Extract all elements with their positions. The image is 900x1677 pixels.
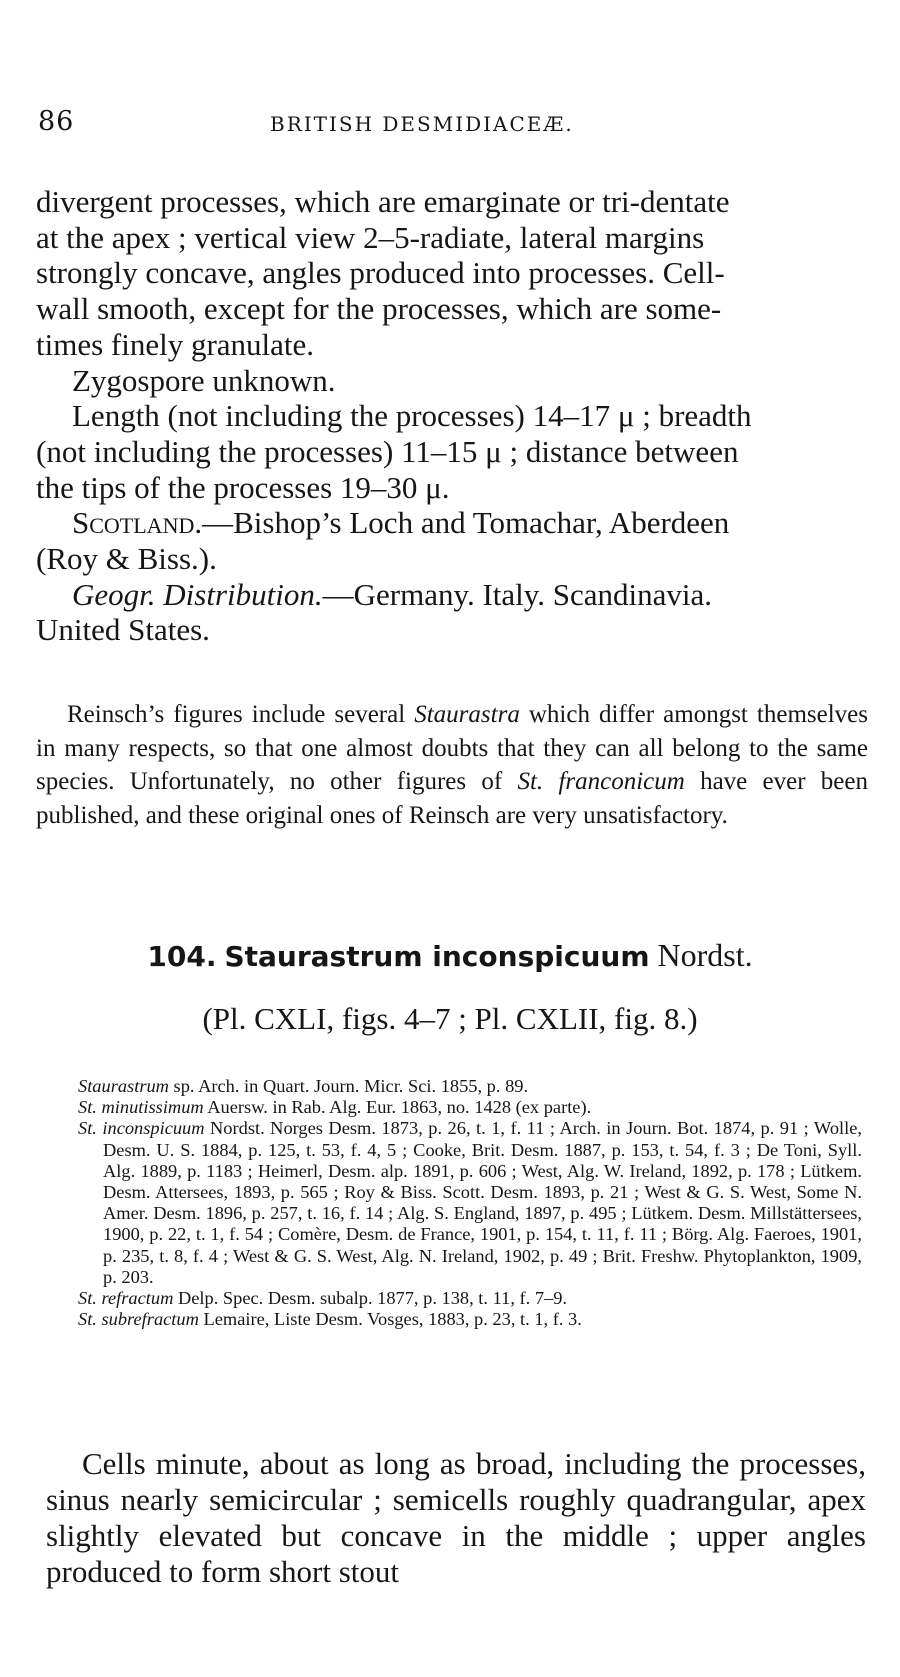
synonym-name: St. refractum bbox=[78, 1288, 174, 1309]
synonym-name: St. subrefractum bbox=[78, 1309, 199, 1330]
plate-references: (Pl. CXLI, figs. 4–7 ; Pl. CXLII, fig. 8.) bbox=[202, 1001, 698, 1036]
text-line: at the apex ; vertical view 2–5-radiate, lateral margins bbox=[36, 219, 705, 255]
scotland-localities: —Bishop’s Loch and Tomachar, Aberdeen bbox=[202, 505, 730, 541]
synonymy-list bbox=[78, 1076, 862, 1330]
remark-text bbox=[36, 698, 868, 832]
synonym-reference: Lemaire, Liste Desm. Vosges, 1883, p. 23, t. 1, f. 3. bbox=[198, 1309, 582, 1330]
synonym-name: St. inconspicuum bbox=[78, 1118, 205, 1139]
text-line: divergent processes, which are emarginate or tri-dentate bbox=[36, 184, 730, 219]
species-number: 104. bbox=[147, 940, 217, 973]
scotland-distribution bbox=[36, 505, 868, 541]
measurements-line: the tips of the processes 19–30 μ. bbox=[36, 469, 450, 505]
synonymy-entry bbox=[78, 1097, 862, 1118]
remark-italic-taxon: St. franconicum bbox=[517, 768, 685, 795]
measurements-line: Length (not including the processes) 14–17 μ ; breadth bbox=[72, 398, 752, 434]
species-description: Cells minute, about as long as broad, including the processes, sinus nearly semicircular ; semicells roughly quadrangular, apex slightly elevated but concave in the middle ; upper angles produced to form short stout bbox=[46, 1446, 866, 1589]
text-line: strongly concave, angles produced into processes. Cell- bbox=[36, 255, 725, 291]
synonymy-entry bbox=[78, 1118, 862, 1288]
geogr-label: Geogr. Distribution. bbox=[72, 576, 323, 612]
remark-paragraph bbox=[36, 698, 868, 832]
remark-text-part: have ever been published, and these original ones of Reinsch are very unsatisfactory. bbox=[36, 768, 868, 829]
measurements-line: (not including the processes) 11–15 μ ; distance between bbox=[36, 433, 739, 469]
synonymy-entry bbox=[78, 1309, 862, 1330]
geographic-distribution bbox=[36, 577, 868, 613]
geogr-countries-continued: United States. bbox=[36, 612, 210, 648]
synonym-reference: sp. Arch. in Quart. Journ. Micr. Sci. 1855, p. 89. bbox=[168, 1076, 529, 1096]
synonym-reference: Nordst. Norges Desm. 1873, p. 26, t. 1, f. 11 ; Arch. in Journ. Bot. 1874, p. 91 ; Wolle, Desm. U. S. 1884, p. 125, t. 53, f. 4, 5 ; Cooke, Brit. Desm. 1887, p. 153, t. 54, f. 3 ; De Toni, Syll. Alg. 1889, p. 1183 ; Heimerl, Desm. alp. 1891, p. 606 ; West, Alg. W. Ireland, 1892, p. 178 ; Lütkem. Desm. Attersees, 1893, p. 565 ; Roy & Biss. Scott. Desm. 1893, p. 21 ; West & G. S. West, Some N. Amer. Desm. 1896, p. 257, t. 16, f. 14 ; Alg. S. England, 1897, p. 495 ; Lütkem. Desm. Millstättersees, 1900, p. 22, t. 1, f. 54 ; Comère, Desm. de France, 1901, p. 154, t. 11, f. 11 ; Börg. Alg. Faeroes, 1901, p. 235, t. 8, f. 4 ; West & G. S. West, Alg. N. Ireland, 1902, p. 49 ; Brit. Freshw. Phytoplankton, 1909, p. 203. bbox=[103, 1118, 862, 1287]
synonym-reference: Auersw. in Rab. Alg. Eur. 1863, no. 1428 (ex parte). bbox=[203, 1097, 592, 1118]
species-author: Nordst. bbox=[657, 937, 753, 973]
text-line: wall smooth, except for the processes, which are some- bbox=[36, 291, 722, 327]
remark-text-part: Reinsch’s figures include several bbox=[67, 701, 415, 728]
synonym-reference: Delp. Spec. Desm. subalp. 1877, p. 138, t. 11, f. 7–9. bbox=[173, 1288, 568, 1309]
running-head bbox=[38, 106, 858, 142]
synonymy-entry bbox=[78, 1076, 862, 1097]
zygospore-statement: Zygospore unknown. bbox=[72, 362, 336, 398]
synonymy-entry bbox=[78, 1288, 862, 1309]
species-name: Staurastrum inconspicuum bbox=[224, 940, 650, 973]
continued-description bbox=[36, 184, 868, 648]
scotland-label: Scotland. bbox=[72, 505, 203, 541]
synonym-name: St. minutissimum bbox=[78, 1097, 204, 1118]
text-line: times finely granulate. bbox=[36, 326, 315, 362]
geogr-countries: —Germany. Italy. Scandinavia. bbox=[322, 576, 712, 612]
running-title: BRITISH DESMIDIACEÆ. bbox=[270, 112, 574, 136]
synonym-name: Staurastrum bbox=[78, 1076, 169, 1096]
page-number: 86 bbox=[38, 106, 75, 137]
remark-italic-taxon: Staurastra bbox=[414, 701, 520, 728]
species-heading bbox=[0, 936, 900, 976]
remark-text-part: which differ amongst themselves in many respects, so that one almost doubts that they can all belong to the same species. Unfortunately, no other figures of bbox=[36, 701, 869, 795]
scotland-reference: (Roy & Biss.). bbox=[36, 541, 217, 577]
